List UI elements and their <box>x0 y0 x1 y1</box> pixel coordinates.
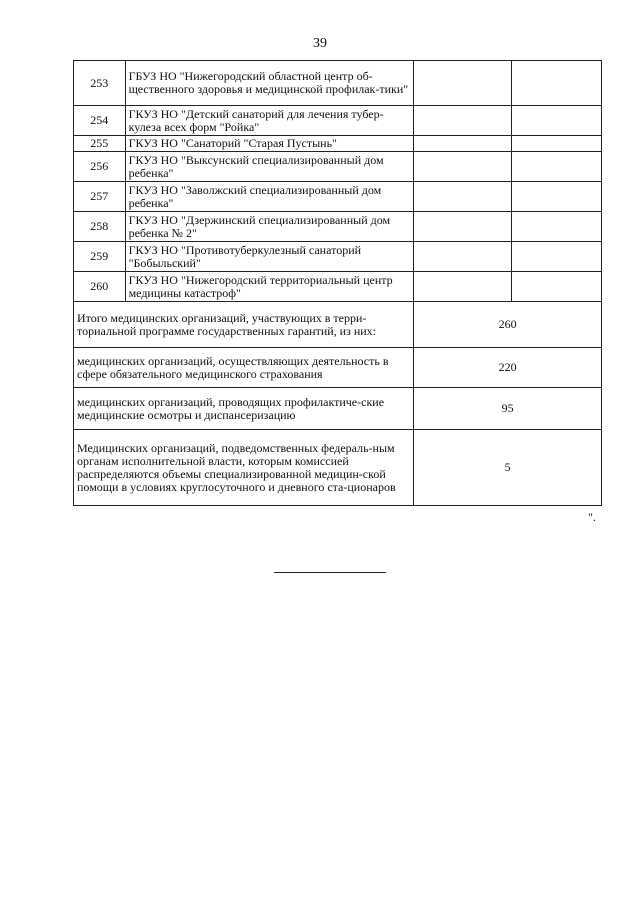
organizations-table <box>73 60 602 506</box>
empty-cell <box>414 106 512 136</box>
row-number: 256 <box>74 152 126 182</box>
empty-cell <box>414 242 512 272</box>
summary-row-federal <box>74 430 602 506</box>
table-row <box>74 272 602 302</box>
closing-quote: ". <box>588 510 596 524</box>
row-number: 258 <box>74 212 126 242</box>
summary-label: Медицинских организаций, подведомственных федераль-ным органам исполнительной власти, которым комиссией распределяются объемы специализированной медицин-ской помощи в условиях круглосуточного и дневного ста-ционаров <box>74 430 414 506</box>
empty-cell <box>414 272 512 302</box>
empty-cell <box>512 152 602 182</box>
summary-label: Итого медицинских организаций, участвующих в терри-ториальной программе государственных гарантий, из них: <box>74 302 414 348</box>
organization-name: ГКУЗ НО "Заволжский специализированный дом ребенка" <box>125 182 414 212</box>
summary-value: 220 <box>414 348 602 388</box>
summary-value: 95 <box>414 388 602 430</box>
page-number: 39 <box>313 36 327 51</box>
row-number: 253 <box>74 61 126 106</box>
summary-label: медицинских организаций, проводящих профилактиче-ские медицинские осмотры и диспансеризацию <box>74 388 414 430</box>
summary-row-prophylactic <box>74 388 602 430</box>
empty-cell <box>512 242 602 272</box>
empty-cell <box>414 182 512 212</box>
empty-cell <box>414 152 512 182</box>
table-row <box>74 212 602 242</box>
summary-label: медицинских организаций, осуществляющих деятельность в сфере обязательного медицинского страхования <box>74 348 414 388</box>
empty-cell <box>512 272 602 302</box>
summary-value: 5 <box>414 430 602 506</box>
summary-value: 260 <box>414 302 602 348</box>
summary-row-oms <box>74 348 602 388</box>
table-row <box>74 182 602 212</box>
organization-name: ГКУЗ НО "Выксунский специализированный дом ребенка" <box>125 152 414 182</box>
table-row <box>74 152 602 182</box>
table-row <box>74 136 602 152</box>
row-number: 259 <box>74 242 126 272</box>
table-row <box>74 61 602 106</box>
empty-cell <box>512 212 602 242</box>
empty-cell <box>414 136 512 152</box>
empty-cell <box>512 182 602 212</box>
row-number: 257 <box>74 182 126 212</box>
empty-cell <box>512 106 602 136</box>
row-number: 255 <box>74 136 126 152</box>
empty-cell <box>512 61 602 106</box>
organization-name: ГКУЗ НО "Детский санаторий для лечения тубер-кулеза всех форм "Ройка" <box>125 106 414 136</box>
empty-cell <box>512 136 602 152</box>
summary-row-total <box>74 302 602 348</box>
empty-cell <box>414 61 512 106</box>
table-row <box>74 242 602 272</box>
organization-name: ГБУЗ НО "Нижегородский областной центр об-щественного здоровья и медицинской профилак-тики" <box>125 61 414 106</box>
row-number: 260 <box>74 272 126 302</box>
organization-name: ГКУЗ НО "Дзержинский специализированный дом ребенка № 2" <box>125 212 414 242</box>
end-divider-line <box>274 572 386 573</box>
organization-name: ГКУЗ НО "Нижегородский территориальный центр медицины катастроф" <box>125 272 414 302</box>
organization-name: ГКУЗ НО "Противотуберкулезный санаторий "Бобыльский" <box>125 242 414 272</box>
table-row <box>74 106 602 136</box>
row-number: 254 <box>74 106 126 136</box>
organization-name: ГКУЗ НО "Санаторий "Старая Пустынь" <box>125 136 414 152</box>
empty-cell <box>414 212 512 242</box>
